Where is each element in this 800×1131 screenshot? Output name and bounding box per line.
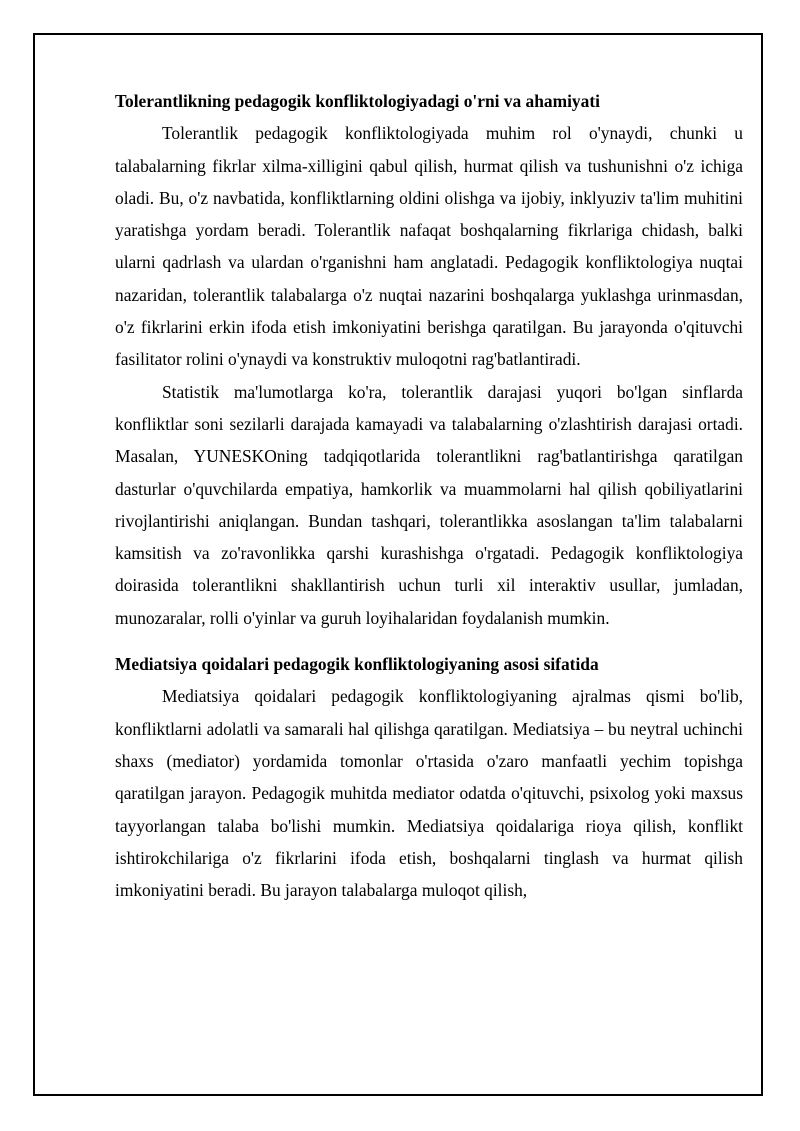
section-heading-tolerance: Tolerantlikning pedagogik konfliktologiyadagi o'rni va ahamiyati bbox=[115, 91, 600, 111]
document-body bbox=[115, 85, 743, 906]
paragraph-tolerance-statistics: Statistik ma'lumotlarga ko'ra, tolerantlik darajasi yuqori bo'lgan sinflarda konfliktlar soni sezilarli darajada kamayadi va talabalarning o'zlashtirish darajasi ortadi. Masalan, YUNESKOning tadqiqotlarida tolerantlikni rag'batlantirishga qaratilgan dasturlar o'quvchilarda empatiya, hamkorlik va muammolarni hal qilish qobiliyatlarini rivojlantirishi aniqlangan. Bundan tashqari, tolerantlikka asoslangan ta'lim talabalarni kamsitish va zo'ravonlikka qarshi kurashishga o'rgatadi. Pedagogik konfliktologiya doirasida tolerantlikni shakllantirish uchun turli xil interaktiv usullar, jumladan, munozaralar, rolli o'yinlar va guruh loyihalaridan foydalanish mumkin. bbox=[115, 381, 743, 628]
paragraph-tolerance-role: Tolerantlik pedagogik konfliktologiyada muhim rol o'ynaydi, chunki u talabalarning fikrlar xilma-xilligini qabul qilish, hurmat qilish va tushunishni o'z ichiga oladi. Bu, o'z navbatida, konfliktlarning oldini olishga va ijobiy, inklyuziv ta'lim muhitini yaratishga yordam beradi. Tolerantlik nafaqat boshqalarning fikrlariga chidash, balki ularni qadrlash va ulardan o'rganishni ham anglatadi. Pedagogik konfliktologiya nuqtai nazaridan, tolerantlik talabalarga o'z nuqtai nazarini boshqalarga yuklashga urinmasdan, o'z fikrlarini erkin ifoda etish imkoniyatini berishga qaratilgan. Bu jarayonda o'qituvchi fasilitator rolini o'ynaydi va konstruktiv muloqotni rag'batlantiradi. bbox=[115, 123, 743, 370]
paragraph-mediation-rules: Mediatsiya qoidalari pedagogik konfliktologiyaning ajralmas qismi bo'lib, konfliktlarni adolatli va samarali hal qilishga qaratilgan. Mediatsiya – bu neytral uchinchi shaxs (mediator) yordamida tomonlar o'rtasida o'zaro manfaatli yechim topishga qaratilgan jarayon. Pedagogik muhitda mediator odatda o'qituvchi, psixolog yoki maxsus tayyorlangan talaba bo'lishi mumkin. Mediatsiya qoidalariga rioya qilish, konflikt ishtirokchilariga o'z fikrlarini ifoda etish, boshqalarni tinglash va hurmat qilish imkoniyatini beradi. Bu jarayon talabalarga muloqot qilish, bbox=[115, 686, 743, 901]
section-heading-mediation: Mediatsiya qoidalari pedagogik konfliktologiyaning asosi sifatida bbox=[115, 654, 599, 675]
